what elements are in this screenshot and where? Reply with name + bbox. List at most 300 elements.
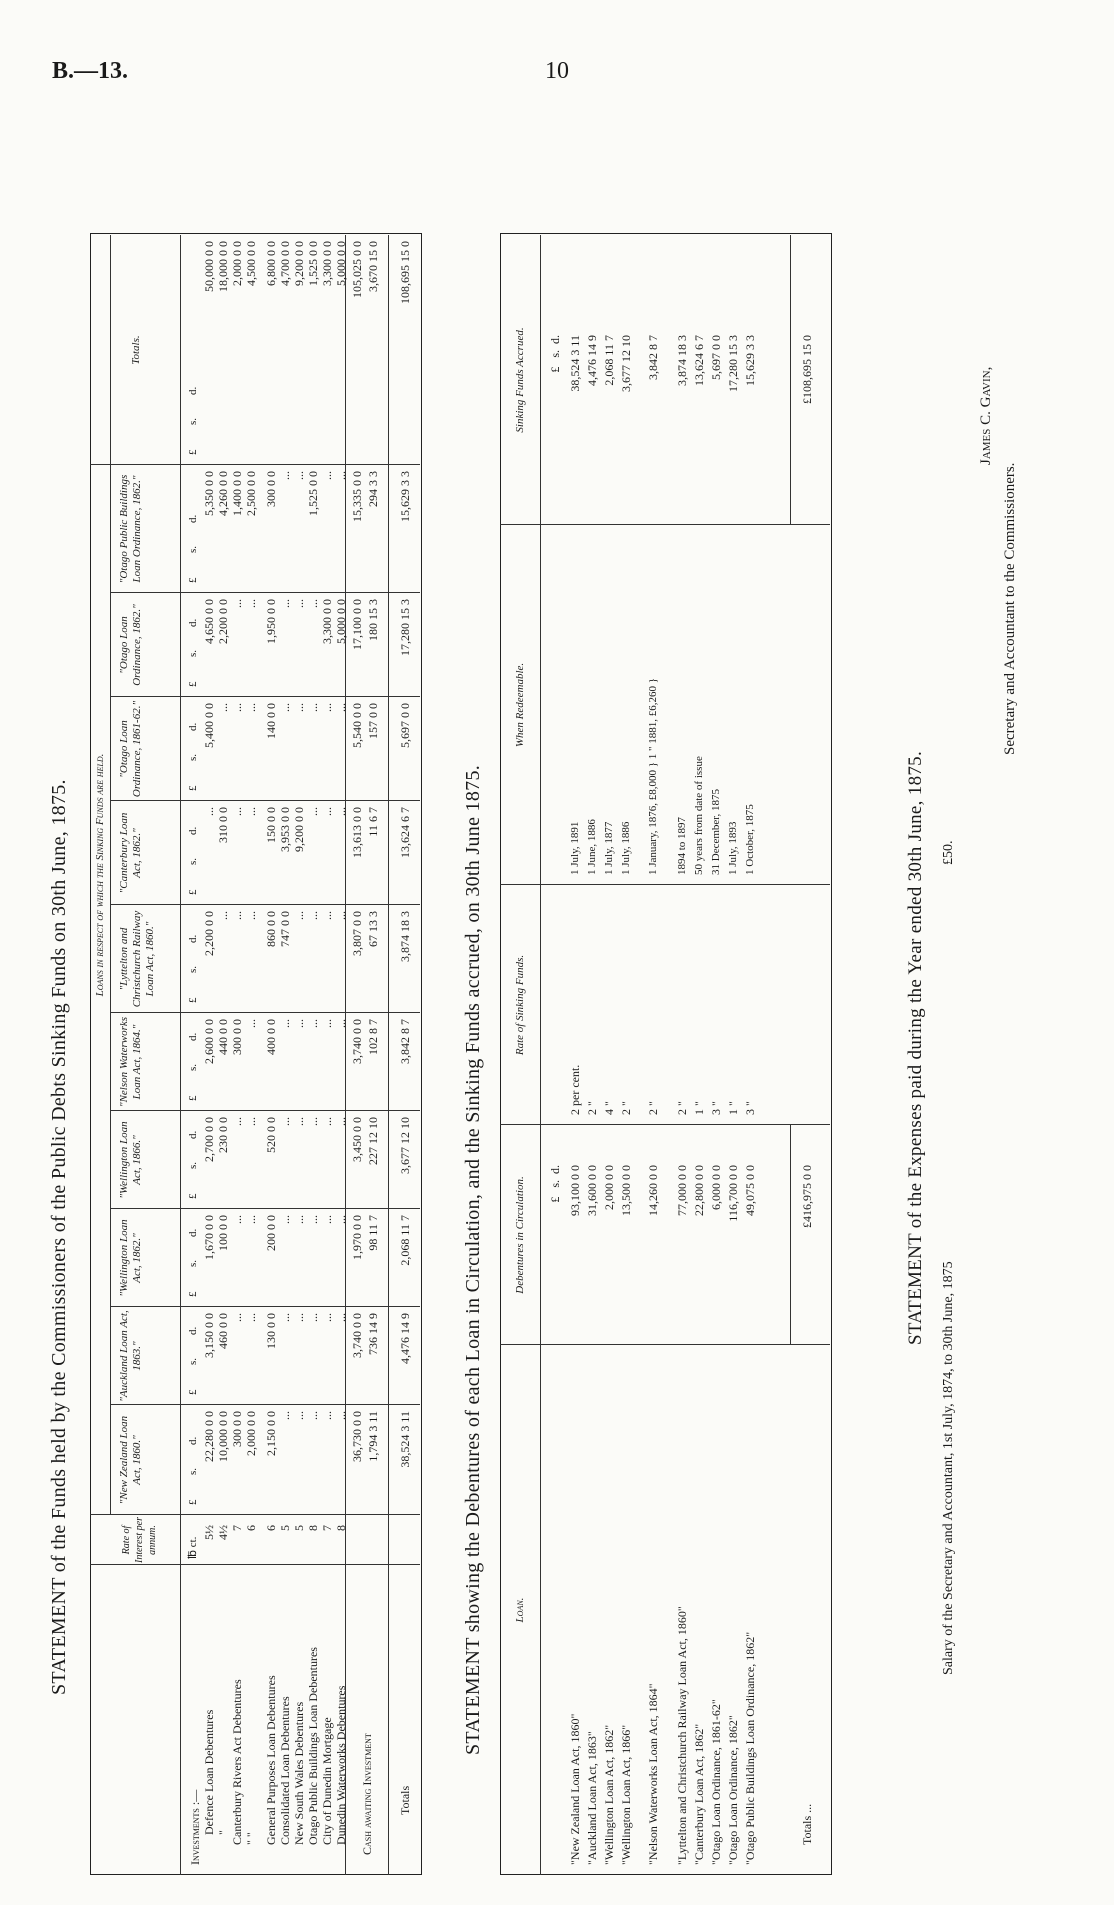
table1-cell: ... [278,1019,292,1028]
money-unit-label: £ [187,1291,199,1297]
table1-cell: ... [278,1117,292,1126]
table1-cell: 140 0 0 [264,703,278,739]
table2-redeemable: 1 October, 1875 [744,804,756,875]
table1-cell: ... [278,1215,292,1224]
table2-rate: 4 " [602,1101,616,1115]
table1-col-divider [110,696,420,697]
table2-vline [500,1344,830,1345]
table1-cell: 2,000 0 0 [230,241,244,286]
table2-units-acc: £ s. d. [548,335,562,373]
table1-cell: ... [244,911,258,920]
money-unit-label: £ [187,1095,199,1101]
table1-cell: 9,200 0 0 [292,241,306,286]
rotated-page-content [0,105,1114,1905]
table2-redeemable: 50 years from date of issue [693,756,705,875]
money-unit-label: d. [187,826,199,835]
table1-row-label: Otago Public Buildings Loan Debentures [306,1647,320,1845]
table1-cell: ... [334,1313,348,1322]
table1-subtotal-cell: 3,450 0 0 [350,1117,364,1162]
series-code: B.—13. [52,58,129,84]
table1-row-rate: 5 [278,1525,292,1531]
table1-cell: 5,000 0 0 [334,241,348,286]
table1-cell: ... [306,1019,320,1028]
table2-loan-name: "Wellington Loan Act, 1862" [602,1724,616,1865]
table1-cell: ... [230,1215,244,1224]
page-number: 10 [545,58,569,84]
expenses-title: STATEMENT of the Expenses paid during the Year ended 30th June, 1875. [905,750,926,1345]
table1-cell: 10,000 0 0 [216,1411,230,1462]
table1-subtotal-cell: 3,740 0 0 [350,1313,364,1358]
table1-cell: ... [306,1215,320,1224]
table1-cell: ... [334,471,348,480]
table1-cell: ... [230,703,244,712]
table2-rate: 3 " [709,1101,723,1115]
table1-column-header: "Auckland Loan Act, 1863." [118,1310,143,1402]
signature-name: James C. Gavin, [978,366,994,465]
table1-cell: 4,700 0 0 [278,241,292,286]
table2-column-header: Debentures in Circulation. [514,1176,526,1294]
table1-cell: ... [306,807,320,816]
table1-cash-cell: 11 6 7 [366,807,380,837]
table2-loan-name: "New Zealand Loan Act, 1860" [568,1713,582,1865]
table1-cash-cell: 67 13 3 [366,911,380,947]
table2-debentures: 116,700 0 0 [726,1165,740,1222]
table2-redeemable: 1894 to 1897 [676,816,688,875]
table2-units-deb: £ s. d. [548,1165,562,1203]
money-unit-label: s. [187,545,199,553]
table1-cell: ... [292,471,306,480]
table2-debentures: 2,000 0 0 [602,1165,616,1210]
table1-cell: ... [244,1215,258,1224]
money-unit-label: d. [187,618,199,627]
table1-row-label: Consolidated Loan Debentures [278,1696,292,1845]
table1-cash-cell: 98 11 7 [366,1215,380,1251]
table1-cell: 2,600 0 0 [202,1019,216,1064]
table2-loan-name: "Nelson Waterworks Loan Act, 1864" [646,1683,660,1865]
table1-cell: ... [320,1215,334,1224]
table2-loan-name: "Auckland Loan Act, 1863" [585,1731,599,1865]
table1-cell: ... [306,703,320,712]
table1-cell: ... [320,1411,334,1420]
table2-column-header: Sinking Funds Accrued. [514,327,526,433]
table1-subtotal-cell: 1,970 0 0 [350,1215,364,1260]
table2-debentures: 93,100 0 0 [568,1165,582,1216]
table1-group-rule [110,235,111,1515]
table1-col-divider [90,464,420,465]
table1-cell: 5,350 0 0 [202,471,216,516]
table2-loan-name: "Wellington Loan Act, 1866" [619,1724,633,1865]
table1-cell: ... [244,599,258,608]
table1-cell: 747 0 0 [278,911,292,947]
table1-col-divider [110,904,420,905]
money-unit-label: d. [187,1130,199,1139]
table1-col-divider [110,1110,420,1111]
table1-subtotal-cell: 13,613 0 0 [350,807,364,858]
table1-cell: 300 0 0 [230,1411,244,1447]
table2-rate: 2 " [585,1101,599,1115]
table2-redeemable: 1 July, 1877 [603,821,615,875]
table1-cell: 300 0 0 [264,471,278,507]
table2-totals-acc: £108,695 15 0 [800,335,814,404]
table1-row-rate: 7 [320,1525,334,1531]
table1-cell: ... [292,1411,306,1420]
table1-column-header: "Lyttelton and Christchurch Railway Loan Act, 1860." [118,910,156,1008]
table1-cell: 22,280 0 0 [202,1411,216,1462]
table1-cell: ... [244,703,258,712]
table1-total-cell: 38,524 3 11 [398,1411,412,1468]
table2-totals-label: Totals ... [800,1803,814,1845]
money-unit-label: £ [187,997,199,1003]
table1-row-label: City of Dunedin Mortgage [320,1717,334,1845]
table1-cell: ... [292,911,306,920]
table2-debentures: 13,500 0 0 [619,1165,633,1216]
money-unit-label: £ [187,1389,199,1395]
table1-col-divider [110,1306,420,1307]
table1-cash-cell: 3,670 15 0 [366,241,380,292]
table1-col-divider [110,1012,420,1013]
table2-debentures: 14,260 0 0 [646,1165,660,1216]
table1-col-divider [110,592,420,593]
table1-vline [90,1564,420,1565]
table2-redeemable: 31 December, 1875 [710,788,722,875]
table1-cash-cell: 294 3 3 [366,471,380,507]
table2-rate: 2 " [675,1101,689,1115]
loans-group-header: Loans in respect of which the Sinking Funds are held. [94,753,106,997]
table1-total-cell: 3,677 12 10 [398,1117,412,1174]
money-unit-label: s. [187,1467,199,1475]
money-unit-label: d. [187,1228,199,1237]
table1-cell: ... [334,1215,348,1224]
table1-cash-cell: 102 8 7 [366,1019,380,1055]
money-unit-label: £ [187,449,199,455]
table2-rate: 1 " [726,1101,740,1115]
table2-column-header: Loan. [514,1597,526,1623]
table1-cell: ... [306,1411,320,1420]
table1-cell: ... [306,599,320,608]
table1-column-header: "Otago Loan Ordinance, 1862." [118,604,143,686]
table1-cell: 310 0 0 [216,807,230,843]
table1-cell: ... [292,703,306,712]
table1-cell: ... [244,1019,258,1028]
table2-loan-name: "Lyttelton and Christchurch Railway Loan Act, 1860" [675,1606,689,1865]
table1-cash-cell: 1,794 3 11 [366,1411,380,1462]
table1-cell: 200 0 0 [264,1215,278,1251]
table1-subtotal-cell: 36,730 0 0 [350,1411,364,1462]
money-unit-label: £ [187,577,199,583]
money-unit-label: s. [187,965,199,973]
table1-total-cell: 3,874 18 3 [398,911,412,962]
money-unit-label: d. [187,1032,199,1041]
table1-row-rate: 6 [264,1525,278,1531]
table1-cell: ... [334,807,348,816]
table1-header-rule [180,235,181,1875]
table1-cell: ... [292,1215,306,1224]
table1-row-rate: 7 [230,1525,244,1531]
table2-accrued: 3,874 18 3 [675,335,689,386]
table2-accrued: 4,476 14 9 [585,335,599,386]
expenses-line: Salary of the Secretary and Accountant, 1st July, 1874, to 30th June, 1875 [941,1261,956,1675]
table1-total-cell: 3,842 8 7 [398,1019,412,1064]
table1-cell: ... [244,807,258,816]
table1-cell: ... [334,1019,348,1028]
money-unit-label: d. [187,1436,199,1445]
table2-redeemable: 1 July, 1891 [569,821,581,875]
table1-column-header: "Nelson Waterworks Loan Act, 1864." [118,1016,143,1108]
table1-row-label: Defence Loan Debentures [202,1709,216,1835]
table2-debentures: 6,000 0 0 [709,1165,723,1210]
table1-cell: ... [334,1117,348,1126]
table1-cell: 50,000 0 0 [202,241,216,292]
table1-subtotal-cell: 3,740 0 0 [350,1019,364,1064]
table1-cell: ... [244,1313,258,1322]
table1-cell: 440 0 0 [216,1019,230,1055]
table1-cell: 300 0 0 [230,1019,244,1055]
table1-vline [90,1514,420,1515]
table2-totals-deb: £416,975 0 0 [800,1165,814,1228]
table2-loan-name: "Otago Loan Ordinance, 1862" [726,1715,740,1865]
table1-total-cell: 15,629 3 3 [398,471,412,522]
table1-cell: ... [320,1313,334,1322]
table2-redeemable: 1 July, 1886 [620,821,632,875]
table2-column-header: When Redeemable. [514,662,526,748]
table1-row-label: " [216,1830,230,1835]
table1-cell: ... [306,911,320,920]
table1-cell: 2,200 0 0 [216,599,230,644]
table2-column-header: Rate of Sinking Funds. [514,954,526,1056]
table1-cell: 4,650 0 0 [202,599,216,644]
table1-row-label: Dunedin Waterworks Debentures [334,1685,348,1845]
table1-total-cell: 4,476 14 9 [398,1313,412,1364]
table2-rate: 3 " [743,1101,757,1115]
money-unit-label: d. [187,1326,199,1335]
table1-cell: 2,200 0 0 [202,911,216,956]
table2-header-rule [540,235,541,1875]
table1-cell: ... [278,1411,292,1420]
table1-row-rate: 8 [334,1525,348,1531]
table1-cell: 9,200 0 0 [292,807,306,852]
table1-row-rate: 6 [244,1525,258,1531]
table1-cell: 2,150 0 0 [264,1411,278,1456]
table1-cell: 6,800 0 0 [264,241,278,286]
table2-total-rule-deb [790,1125,791,1345]
table2-rate: 2 per cent. [568,1064,582,1115]
money-unit-label: £ [187,681,199,687]
table2-loan-name: "Otago Public Buildings Loan Ordinance, 1862" [743,1631,757,1865]
table1-column-header: "Otago Public Buildings Loan Ordinance, 1862." [118,474,143,584]
table1-row-label: " " [244,1832,258,1845]
table1-subtotal-cell: 5,540 0 0 [350,703,364,748]
table1-column-header: "Otago Loan Ordinance, 1861-62." [118,700,143,798]
table1-column-header: "Wellington Loan Act, 1862." [118,1219,143,1297]
investments-heading: Investments :— [188,1789,202,1865]
table1-cell: 860 0 0 [264,911,278,947]
table1-cell: ... [320,471,334,480]
table1-row-rate: 4½ [216,1525,230,1540]
table2-accrued: 13,624 6 7 [692,335,706,386]
table1-cell: 1,670 0 0 [202,1215,216,1260]
table1-cell: 5,000 0 0 [334,599,348,644]
money-unit-label: d. [187,722,199,731]
table2-loan-name: "Otago Loan Ordinance, 1861-62" [709,1699,723,1865]
table2-redeemable: 1 June, 1886 [586,819,598,875]
table1-cell: ... [320,807,334,816]
money-unit-label: s. [187,417,199,425]
table1-cell: 1,525 0 0 [306,241,320,286]
money-unit-label: £ [187,785,199,791]
table1-cell: ... [292,1117,306,1126]
table1-cell: ... [306,1117,320,1126]
table1-cell: 2,500 0 0 [244,471,258,516]
table1-cell: ... [306,1313,320,1322]
table1-cell: 5,400 0 0 [202,703,216,748]
table1-cell: 4,260 0 0 [216,471,230,516]
table2-rate: 1 " [692,1101,706,1115]
table2-vline [500,884,830,885]
table1-cell: ... [320,1019,334,1028]
table2-rate: 2 " [619,1101,633,1115]
table2-debentures: 22,800 0 0 [692,1165,706,1216]
table1-cell: ... [230,599,244,608]
table1-subtotal-cell: 15,335 0 0 [350,471,364,522]
money-unit-label: s. [187,753,199,761]
table1-cash-cell: 227 12 10 [366,1117,380,1165]
table2-vline [500,1124,830,1125]
table1-cell: 3,953 0 0 [278,807,292,852]
table1-cell: ... [202,807,216,816]
money-unit-label: s. [187,1161,199,1169]
table1-cell: ... [278,703,292,712]
table1-cell: 3,300 0 0 [320,599,334,644]
table2-redeemable: 1 January, 1876, £8,000 } 1 " 1881, £6,260 } [647,677,659,875]
table1-cell: 2,700 0 0 [202,1117,216,1162]
table1-cell: ... [278,471,292,480]
table1-cell: ... [320,911,334,920]
table1-row-label: General Purposes Loan Debentures [264,1675,278,1845]
table1-cash-cell: 157 0 0 [366,703,380,739]
table2-accrued: 2,068 11 7 [602,335,616,386]
table1-row-label: Canterbury Rivers Act Debentures [230,1679,244,1845]
money-unit-label: s. [187,1063,199,1071]
table1-cell: 400 0 0 [264,1019,278,1055]
table2-total-rule-acc [790,235,791,525]
table1-cell: 460 0 0 [216,1313,230,1349]
table2-accrued: 3,677 12 10 [619,335,633,392]
table1-row-rate: 8 [306,1525,320,1531]
table2-accrued: 15,629 3 3 [743,335,757,386]
signature-role: Secretary and Accountant to the Commissioners. [1002,462,1018,755]
money-unit-label: £ [187,1499,199,1505]
table1-cell: ... [230,1117,244,1126]
table1-cell: ... [320,703,334,712]
table2-redeemable: 1 July, 1893 [727,821,739,875]
table1-total-cell: 13,624 6 7 [398,807,412,858]
table1-cell: 3,300 0 0 [320,241,334,286]
table1-cell: ... [278,599,292,608]
table1-cash-cell: 736 14 9 [366,1313,380,1355]
table1-subtotal-cell: 105,025 0 0 [350,241,364,298]
table1-cell: ... [334,703,348,712]
table1-cell: 2,000 0 0 [244,1411,258,1456]
expenses-amount: £50. [941,840,956,865]
table1-row-label: New South Wales Debentures [292,1701,306,1845]
table1-cell: ... [334,911,348,920]
table1-row-rate: 5 [292,1525,306,1531]
table1-cell: ... [320,1117,334,1126]
table1-column-header: "Wellington Loan Act, 1866." [118,1121,143,1199]
table1-cell: 1,950 0 0 [264,599,278,644]
money-unit-label: £ [187,1193,199,1199]
table1-cell: ... [334,1411,348,1420]
table1-cell: 4,500 0 0 [244,241,258,286]
table2-title: STATEMENT showing the Debentures of each Loan in Circulation, and the Sinking Funds accrued, on 30th June 1875. [462,764,484,1755]
table1-col-divider [110,1404,420,1405]
table1-total-cell: 2,068 11 7 [398,1215,412,1266]
table1-cell: 18,000 0 0 [216,241,230,292]
money-unit-label: s. [187,1357,199,1365]
table1-row-rate: 5½ [202,1525,216,1540]
table2-debentures: 77,000 0 0 [675,1165,689,1216]
table1-column-header: "Canterbury Loan Act, 1862." [118,812,143,894]
cash-awaiting-label: Cash awaiting Investment [360,1733,374,1855]
table1-cell: ... [230,807,244,816]
table2-accrued: 38,524 3 11 [568,335,582,392]
table1-cell: 130 0 0 [264,1313,278,1349]
table1-cell: 150 0 0 [264,807,278,843]
table1-cell: ... [292,1019,306,1028]
table1-col-divider [110,1208,420,1209]
table1-totals-rule [388,235,389,1875]
table2-rate: 2 " [646,1101,660,1115]
table1-subtotal-cell: 17,100 0 0 [350,599,364,650]
table2-accrued: 3,842 8 7 [646,335,660,380]
table1-total-cell: 5,697 0 0 [398,703,412,748]
table1-cell: ... [292,599,306,608]
table2-vline [500,524,830,525]
money-unit-label: d. [187,514,199,523]
table1-cell: 3,150 0 0 [202,1313,216,1358]
table1-cell: ... [216,703,230,712]
money-unit-label: s. [187,857,199,865]
totals-label: Totals [398,1785,412,1815]
rate-units: ℔ ct. [187,1536,199,1559]
table2-debentures: 31,600 0 0 [585,1165,599,1216]
table1-title: STATEMENT of the Funds held by the Commissioners of the Public Debts Sinking Funds on 30th June, 1875. [48,779,70,1695]
table2-loan-name: "Canterbury Loan Act, 1862" [692,1723,706,1865]
table1-cell: ... [278,1313,292,1322]
table1-cell: 1,400 0 0 [230,471,244,516]
table1-cell: ... [292,1313,306,1322]
money-unit-label: £ [187,889,199,895]
table1-cell: 520 0 0 [264,1117,278,1153]
table1-column-header: "New Zealand Loan Act, 1860." [118,1415,143,1505]
table1-cell: 100 0 0 [216,1215,230,1251]
table1-subtotal-cell: 3,807 0 0 [350,911,364,956]
money-unit-label: s. [187,649,199,657]
table2-accrued: 5,697 0 0 [709,335,723,380]
table1-cell: 230 0 0 [216,1117,230,1153]
money-unit-label: d. [187,386,199,395]
table1-cell: 1,525 0 0 [306,471,320,516]
table1-cell: ... [244,1117,258,1126]
table1-cash-cell: 180 15 3 [366,599,380,641]
table1-col-divider [110,800,420,801]
table1-total-cell: 17,280 15 3 [398,599,412,656]
table1-cell: ... [230,911,244,920]
rate-header: Rate of Interest per annum. [121,1516,158,1563]
table1-column-header: Totals. [130,335,142,365]
money-unit-label: d. [187,934,199,943]
table2-debentures: 49,075 0 0 [743,1165,757,1216]
